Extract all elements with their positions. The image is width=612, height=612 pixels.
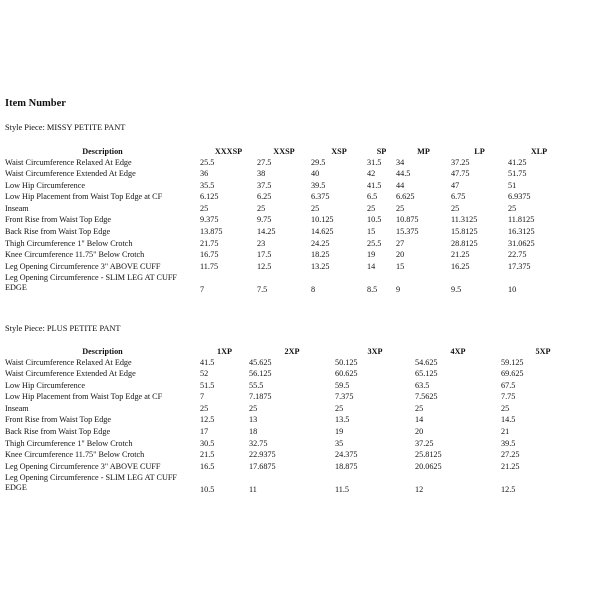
measurement-description: Waist Circumference Relaxed At Edge — [5, 157, 132, 167]
measurement-value: 25 — [508, 203, 517, 213]
measurement-value: 25 — [200, 203, 209, 213]
missy-petite-spec-table — [5, 144, 570, 294]
measurement-value: 15.375 — [396, 227, 419, 237]
measurement-description: Low Hip Circumference — [5, 180, 86, 190]
measurement-value: 35 — [335, 438, 344, 448]
column-header-size: 2XP — [284, 346, 300, 356]
measurement-value: 17.375 — [508, 261, 531, 271]
measurement-value: 37.5 — [257, 180, 272, 190]
measurement-value: 21.25 — [501, 461, 520, 471]
measurement-value: 34 — [396, 157, 405, 167]
measurement-value: 28.8125 — [451, 238, 478, 248]
measurement-value: 25 — [501, 403, 510, 413]
table-row — [5, 227, 570, 239]
measurement-value: 18.25 — [311, 250, 330, 260]
column-header-size: 1XP — [216, 346, 232, 356]
measurement-value: 25 — [451, 203, 460, 213]
measurement-value: 19 — [335, 427, 344, 437]
table-row — [5, 250, 570, 262]
measurement-value: 29.5 — [311, 157, 326, 167]
measurement-value: 9.5 — [451, 284, 462, 294]
measurement-value: 47 — [451, 180, 460, 190]
measurement-value: 31.0625 — [508, 238, 535, 248]
column-header-size: XXXSP — [214, 146, 243, 156]
measurement-description: Leg Opening Circumference - SLIM LEG AT CUFF EDGE — [5, 273, 177, 293]
measurement-value: 14 — [415, 415, 424, 425]
table-row — [5, 158, 570, 170]
measurement-description: Thigh Circumference 1" Below Crotch — [5, 238, 133, 248]
measurement-value: 42 — [367, 169, 376, 179]
measurement-value: 21.75 — [200, 238, 219, 248]
measurement-value: 19 — [367, 250, 376, 260]
measurement-value: 56.125 — [249, 369, 272, 379]
measurement-value: 44 — [396, 180, 405, 190]
measurement-description: Low Hip Placement from Waist Top Edge at CF — [5, 392, 163, 402]
measurement-value: 6.5 — [367, 192, 378, 202]
table-row — [5, 181, 570, 193]
table-row — [5, 462, 585, 474]
column-header-size: LP — [474, 146, 485, 156]
measurement-value: 10 — [508, 284, 517, 294]
column-header-size: 3XP — [367, 346, 383, 356]
measurement-value: 60.625 — [335, 369, 358, 379]
measurement-value: 35.5 — [200, 180, 215, 190]
measurement-value: 7.375 — [335, 392, 354, 402]
measurement-value: 22.9375 — [249, 450, 276, 460]
measurement-value: 21.25 — [451, 250, 470, 260]
table-row — [5, 204, 570, 216]
measurement-value: 11 — [249, 484, 257, 494]
measurement-description: Leg Opening Circumference 3" ABOVE CUFF — [5, 261, 161, 271]
measurement-value: 51.75 — [508, 169, 527, 179]
measurement-value: 9.75 — [257, 215, 272, 225]
measurement-value: 65.125 — [415, 369, 438, 379]
column-header-size: MP — [417, 146, 430, 156]
measurement-value: 52 — [200, 369, 209, 379]
measurement-value: 22.75 — [508, 250, 527, 260]
measurement-value: 17.6875 — [249, 461, 276, 471]
column-header-size: 4XP — [450, 346, 466, 356]
table-row — [5, 381, 585, 393]
measurement-value: 20 — [415, 427, 424, 437]
table-row — [5, 427, 585, 439]
measurement-value: 13.875 — [200, 227, 223, 237]
measurement-value: 17 — [200, 427, 209, 437]
measurement-description: Front Rise from Waist Top Edge — [5, 415, 112, 425]
measurement-value: 59.5 — [335, 380, 350, 390]
measurement-description: Leg Opening Circumference 3" ABOVE CUFF — [5, 461, 161, 471]
measurement-value: 25.5 — [200, 157, 215, 167]
measurement-value: 41.5 — [200, 357, 215, 367]
measurement-value: 27 — [396, 238, 405, 248]
measurement-value: 8 — [311, 284, 316, 294]
measurement-value: 8.5 — [367, 284, 378, 294]
measurement-value: 7.5 — [257, 284, 268, 294]
measurement-value: 51.5 — [200, 380, 215, 390]
measurement-value: 10.125 — [311, 215, 334, 225]
measurement-value: 10.5 — [200, 484, 215, 494]
table-row — [5, 192, 570, 204]
measurement-value: 13.25 — [311, 261, 330, 271]
measurement-value: 13 — [249, 415, 258, 425]
measurement-value: 14.25 — [257, 227, 276, 237]
measurement-value: 15 — [367, 227, 376, 237]
measurement-value: 6.625 — [396, 192, 415, 202]
measurement-value: 21.5 — [200, 450, 215, 460]
measurement-value: 18 — [249, 427, 258, 437]
measurement-value: 18.875 — [335, 461, 358, 471]
measurement-value: 14.5 — [501, 415, 516, 425]
measurement-description: Waist Circumference Extended At Edge — [5, 369, 136, 379]
measurement-value: 37.25 — [415, 438, 434, 448]
measurement-value: 25 — [257, 203, 266, 213]
measurement-value: 50.125 — [335, 357, 358, 367]
table-row — [5, 215, 570, 227]
measurement-description: Waist Circumference Extended At Edge — [5, 169, 136, 179]
column-header-size: XXSP — [273, 146, 295, 156]
measurement-value: 25 — [367, 203, 376, 213]
measurement-value: 45.625 — [249, 357, 272, 367]
measurement-description: Knee Circumference 11.75" Below Crotch — [5, 250, 145, 260]
measurement-value: 16.3125 — [508, 227, 535, 237]
measurement-value: 37.25 — [451, 157, 470, 167]
measurement-value: 13.5 — [335, 415, 350, 425]
measurement-value: 11.8125 — [508, 215, 535, 225]
measurement-value: 55.5 — [249, 380, 264, 390]
measurement-value: 12.5 — [501, 484, 516, 494]
measurement-value: 31.5 — [367, 157, 382, 167]
column-header-description: Description — [82, 346, 123, 356]
measurement-value: 11.75 — [200, 261, 219, 271]
column-header-size: SP — [376, 146, 387, 156]
measurement-value: 67.5 — [501, 380, 516, 390]
measurement-value: 10.875 — [396, 215, 419, 225]
measurement-value: 38 — [257, 169, 266, 179]
measurement-value: 30.5 — [200, 438, 215, 448]
measurement-value: 63.5 — [415, 380, 430, 390]
table-row — [5, 169, 570, 181]
measurement-value: 27.25 — [501, 450, 520, 460]
measurement-value: 6.75 — [451, 192, 466, 202]
measurement-value: 20.0625 — [415, 461, 442, 471]
measurement-value: 17.5 — [257, 250, 272, 260]
measurement-value: 25.8125 — [415, 450, 442, 460]
measurement-value: 10.5 — [367, 215, 382, 225]
measurement-value: 6.9375 — [508, 192, 531, 202]
measurement-value: 16.25 — [451, 261, 470, 271]
measurement-value: 6.125 — [200, 192, 219, 202]
missy-style-label: Style Piece: MISSY PETITE PANT — [5, 123, 126, 132]
table-row — [5, 439, 585, 451]
measurement-value: 32.75 — [249, 438, 268, 448]
measurement-value: 9 — [396, 284, 401, 294]
measurement-value: 21 — [501, 427, 510, 437]
measurement-value: 11.3125 — [451, 215, 478, 225]
measurement-value: 27.5 — [257, 157, 272, 167]
measurement-description: Leg Opening Circumference - SLIM LEG AT CUFF EDGE — [5, 473, 177, 493]
table-row — [5, 369, 585, 381]
measurement-value: 25 — [415, 403, 424, 413]
measurement-value: 12.5 — [257, 261, 272, 271]
measurement-description: Back Rise from Waist Top Edge — [5, 227, 111, 237]
measurement-description: Knee Circumference 11.75" Below Crotch — [5, 450, 145, 460]
measurement-description: Waist Circumference Relaxed At Edge — [5, 357, 132, 367]
measurement-value: 41.5 — [367, 180, 382, 190]
measurement-value: 9.375 — [200, 215, 219, 225]
measurement-value: 23 — [257, 238, 266, 248]
measurement-value: 7 — [200, 392, 205, 402]
measurement-description: Thigh Circumference 1" Below Crotch — [5, 438, 133, 448]
measurement-value: 39.5 — [311, 180, 326, 190]
measurement-value: 59.125 — [501, 357, 524, 367]
column-header-size: XSP — [331, 146, 347, 156]
table-row — [5, 239, 570, 251]
table-row — [5, 358, 585, 370]
table-row — [5, 450, 585, 462]
measurement-value: 11.5 — [335, 484, 350, 494]
measurement-value: 7.75 — [501, 392, 516, 402]
measurement-value: 25 — [200, 403, 209, 413]
measurement-value: 12.5 — [200, 415, 215, 425]
table-row — [5, 415, 585, 427]
measurement-value: 69.625 — [501, 369, 524, 379]
measurement-value: 7 — [200, 284, 205, 294]
measurement-value: 14 — [367, 261, 376, 271]
measurement-value: 36 — [200, 169, 209, 179]
measurement-description: Low Hip Placement from Waist Top Edge at CF — [5, 192, 163, 202]
measurement-value: 14.625 — [311, 227, 334, 237]
measurement-value: 44.5 — [396, 169, 411, 179]
measurement-value: 20 — [396, 250, 405, 260]
column-header-size: XLP — [530, 146, 548, 156]
column-header-size: 5XP — [535, 346, 551, 356]
measurement-value: 24.375 — [335, 450, 358, 460]
measurement-value: 15 — [396, 261, 405, 271]
table-row — [5, 392, 585, 404]
measurement-value: 12 — [415, 484, 424, 494]
measurement-value: 51 — [508, 180, 517, 190]
table-row — [5, 273, 570, 294]
measurement-value: 25 — [311, 203, 320, 213]
item-number-heading: Item Number — [5, 98, 66, 109]
column-header-description: Description — [82, 146, 123, 156]
table-row — [5, 473, 585, 494]
measurement-value: 6.375 — [311, 192, 330, 202]
measurement-value: 47.75 — [451, 169, 470, 179]
measurement-value: 7.5625 — [415, 392, 438, 402]
measurement-value: 16.5 — [200, 461, 215, 471]
measurement-description: Back Rise from Waist Top Edge — [5, 427, 111, 437]
measurement-description: Inseam — [5, 403, 29, 413]
plus-petite-spec-table — [5, 344, 585, 494]
measurement-description: Front Rise from Waist Top Edge — [5, 215, 112, 225]
measurement-value: 39.5 — [501, 438, 516, 448]
plus-style-label: Style Piece: PLUS PETITE PANT — [5, 324, 121, 333]
measurement-value: 7.1875 — [249, 392, 272, 402]
measurement-value: 24.25 — [311, 238, 330, 248]
measurement-value: 15.8125 — [451, 227, 478, 237]
table-row — [5, 262, 570, 274]
measurement-value: 54.625 — [415, 357, 438, 367]
measurement-value: 40 — [311, 169, 320, 179]
measurement-value: 6.25 — [257, 192, 272, 202]
measurement-value: 25.5 — [367, 238, 382, 248]
measurement-description: Inseam — [5, 203, 29, 213]
measurement-value: 25 — [335, 403, 344, 413]
measurement-description: Low Hip Circumference — [5, 380, 86, 390]
measurement-value: 25 — [396, 203, 405, 213]
table-row — [5, 404, 585, 416]
measurement-value: 16.75 — [200, 250, 219, 260]
measurement-value: 25 — [249, 403, 258, 413]
measurement-value: 41.25 — [508, 157, 527, 167]
